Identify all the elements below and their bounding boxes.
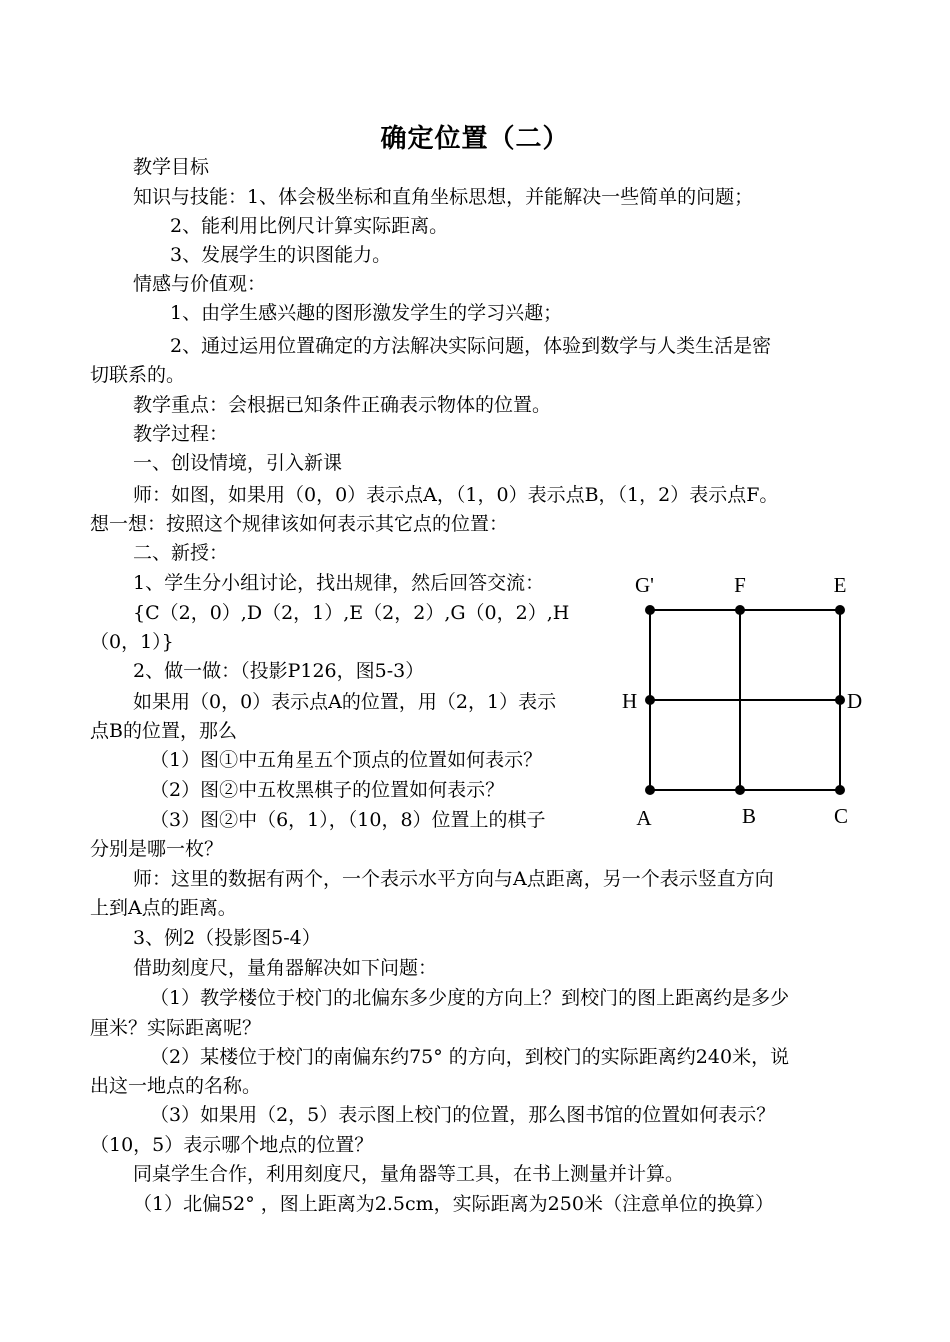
text-line: 师：这里的数据有两个，一个表示水平方向与A点距离，另一个表示竖直方向 — [133, 868, 774, 890]
text-line: 1、由学生感兴趣的图形激发学生的学习兴趣； — [170, 302, 563, 324]
text-line: 知识与技能：1、体会极坐标和直角坐标思想，并能解决一些简单的问题； — [133, 186, 754, 208]
text-line: 情感与价值观： — [133, 273, 267, 295]
text-line: 同桌学生合作，利用刻度尺，量角器等工具，在书上测量并计算。 — [133, 1163, 685, 1185]
text-line: 借助刻度尺，量角器解决如下问题： — [133, 957, 438, 979]
label-h: H — [622, 689, 638, 713]
text-line: 切联系的。 — [90, 364, 186, 386]
text-line: 师：如图，如果用（0，0）表示点A，（1，0）表示点B，（1，2）表示点F。 — [133, 484, 779, 506]
text-line: 3、例2（投影图5-4） — [133, 927, 321, 949]
text-line: 如果用（0，0）表示点A的位置，用（2，1）表示 — [133, 691, 557, 713]
point-h — [645, 695, 655, 705]
text-line: 2、能利用比例尺计算实际距离。 — [170, 215, 449, 237]
point-e — [835, 605, 845, 615]
text-line: 教学重点：会根据已知条件正确表示物体的位置。 — [133, 394, 552, 416]
text-line: 上到A点的距离。 — [90, 897, 237, 919]
point-c — [835, 785, 845, 795]
label-b: B — [741, 804, 757, 828]
text-line: 出这一地点的名称。 — [90, 1075, 262, 1097]
grid-diagram — [620, 568, 880, 836]
text-line: 3、发展学生的识图能力。 — [170, 244, 392, 266]
text-line: 分别是哪一枚？ — [90, 838, 224, 860]
point-d — [835, 695, 845, 705]
text-line: {C（2，0）,D（2，1）,E（2，2）,G（0，2）,H — [133, 602, 570, 624]
label-c: C — [833, 804, 849, 828]
text-line: （1）图①中五角星五个顶点的位置如何表示？ — [150, 749, 543, 771]
text-line: （0，1）} — [90, 631, 174, 653]
text-line: （1）北偏52° ，图上距离为2.5cm，实际距离为250米（注意单位的换算） — [133, 1193, 774, 1215]
label-a: A — [636, 806, 652, 830]
point-a — [645, 785, 655, 795]
text-line: （3）图②中（6，1），（10，8）位置上的棋子 — [150, 809, 546, 831]
text-line: 一、创设情境，引入新课 — [133, 452, 343, 474]
text-line: （2）图②中五枚黑棋子的位置如何表示？ — [150, 779, 505, 801]
point-g — [645, 605, 655, 615]
text-line: 1、学生分小组讨论，找出规律，然后回答交流： — [133, 572, 545, 594]
text-line: （1）教学楼位于校门的北偏东多少度的方向上？到校门的图上距离约是多少 — [150, 987, 790, 1009]
text-line: （3）如果用（2，5）表示图上校门的位置，那么图书馆的位置如何表示？ — [150, 1104, 776, 1126]
text-line: 想一想：按照这个规律该如何表示其它点的位置： — [90, 513, 509, 535]
text-line: 2、做一做：（投影P126，图5-3） — [133, 660, 425, 682]
page-title: 确定位置（二） — [380, 124, 570, 154]
point-f — [735, 605, 745, 615]
text-line: 教学过程： — [133, 423, 229, 445]
label-f: F — [734, 573, 746, 597]
label-e: E — [833, 573, 847, 597]
text-line: 2、通过运用位置确定的方法解决实际问题，体验到数学与人类生活是密 — [170, 335, 772, 357]
text-line: 教学目标 — [133, 156, 210, 178]
grid-figure — [620, 568, 880, 836]
text-line: （2）某楼位于校门的南偏东约75° 的方向，到校门的实际距离约240米，说 — [150, 1046, 790, 1068]
text-line: 厘米？实际距离呢？ — [90, 1017, 262, 1039]
label-d: D — [847, 689, 863, 713]
text-line: 点B的位置，那么 — [90, 720, 237, 742]
label-g: G' — [635, 573, 654, 597]
text-line: （10，5）表示哪个地点的位置？ — [90, 1134, 374, 1156]
text-line: 二、新授： — [133, 542, 229, 564]
point-b — [735, 785, 745, 795]
